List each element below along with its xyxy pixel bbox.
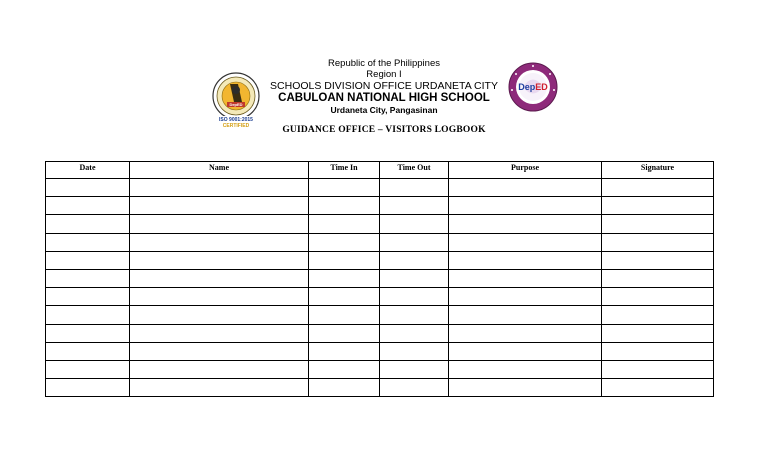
table-row (46, 288, 714, 306)
table-cell (449, 379, 602, 397)
table-cell (309, 342, 380, 360)
column-header-date: Date (46, 162, 130, 179)
table-cell (130, 342, 309, 360)
table-cell (309, 215, 380, 233)
table-cell (380, 288, 449, 306)
table-row (46, 379, 714, 397)
table-cell (449, 215, 602, 233)
table-cell (309, 197, 380, 215)
table-cell (602, 269, 714, 287)
table-cell (449, 269, 602, 287)
table-cell (46, 360, 130, 378)
table-cell (380, 360, 449, 378)
visitors-log-table (45, 161, 714, 397)
table-cell (130, 179, 309, 197)
table-cell (130, 233, 309, 251)
table-cell (130, 379, 309, 397)
svg-text:DepED: DepED (229, 102, 243, 107)
table-cell (309, 379, 380, 397)
column-header-time-out: Time Out (380, 162, 449, 179)
table-cell (602, 251, 714, 269)
table-cell (46, 306, 130, 324)
table-cell (309, 360, 380, 378)
table-cell (380, 324, 449, 342)
table-cell (46, 233, 130, 251)
table-cell (46, 342, 130, 360)
table-cell (309, 269, 380, 287)
table-cell (602, 360, 714, 378)
table-row (46, 179, 714, 197)
column-header-purpose: Purpose (449, 162, 602, 179)
table-cell (602, 306, 714, 324)
table-cell (449, 342, 602, 360)
table-cell (602, 379, 714, 397)
deped-seal-logo (506, 62, 560, 112)
table-cell (380, 197, 449, 215)
svg-text:DepED: DepED (518, 82, 548, 92)
table-cell (130, 251, 309, 269)
table-cell (449, 179, 602, 197)
table-header-row (46, 162, 714, 179)
table-cell (380, 342, 449, 360)
table-cell (46, 251, 130, 269)
column-header-name: Name (130, 162, 309, 179)
table-row (46, 251, 714, 269)
table-cell (130, 360, 309, 378)
table-cell (309, 179, 380, 197)
table-cell (380, 306, 449, 324)
table-row (46, 197, 714, 215)
table-cell (130, 197, 309, 215)
logbook-title: GUIDANCE OFFICE – VISITORS LOGBOOK (282, 125, 486, 135)
table-cell (380, 269, 449, 287)
column-header-signature: Signature (602, 162, 714, 179)
table-cell (130, 215, 309, 233)
table-cell (449, 324, 602, 342)
table-row (46, 215, 714, 233)
table-cell (602, 179, 714, 197)
table-cell (46, 324, 130, 342)
table-cell (46, 179, 130, 197)
table-cell (449, 233, 602, 251)
table-cell (309, 233, 380, 251)
table-cell (380, 251, 449, 269)
header-line-region: Region I (366, 69, 402, 80)
table-cell (449, 288, 602, 306)
table-row (46, 306, 714, 324)
table-row (46, 360, 714, 378)
table-row (46, 233, 714, 251)
table-cell (602, 288, 714, 306)
table-cell (449, 251, 602, 269)
table-cell (130, 324, 309, 342)
table-cell (309, 288, 380, 306)
header-line-republic: Republic of the Philippines (328, 58, 440, 69)
table-cell (309, 306, 380, 324)
table-cell (449, 360, 602, 378)
header-line-division: SCHOOLS DIVISION OFFICE URDANETA CITY (270, 80, 498, 92)
table-cell (602, 197, 714, 215)
svg-text:CERTIFIED: CERTIFIED (222, 123, 250, 129)
svg-text:ISO 9001:2015: ISO 9001:2015 (219, 117, 253, 123)
table-cell (380, 379, 449, 397)
table-cell (46, 288, 130, 306)
table-cell (449, 306, 602, 324)
table-cell (309, 324, 380, 342)
table-cell (602, 342, 714, 360)
table-cell (380, 233, 449, 251)
table-row (46, 324, 714, 342)
table-row (46, 342, 714, 360)
column-header-time-in: Time In (309, 162, 380, 179)
school-seal-logo (208, 72, 264, 130)
log-entries (46, 179, 714, 397)
table-cell (309, 251, 380, 269)
table-cell (380, 179, 449, 197)
table-cell (46, 215, 130, 233)
table-cell (449, 197, 602, 215)
table-cell (602, 324, 714, 342)
table-cell (380, 215, 449, 233)
table-cell (130, 288, 309, 306)
table-cell (602, 233, 714, 251)
table-cell (46, 197, 130, 215)
school-name: CABULOAN NATIONAL HIGH SCHOOL (278, 92, 490, 104)
table-cell (130, 269, 309, 287)
table-cell (130, 306, 309, 324)
table-cell (602, 215, 714, 233)
school-location: Urdaneta City, Pangasinan (330, 105, 438, 115)
table-cell (46, 269, 130, 287)
table-cell (46, 379, 130, 397)
table-row (46, 269, 714, 287)
